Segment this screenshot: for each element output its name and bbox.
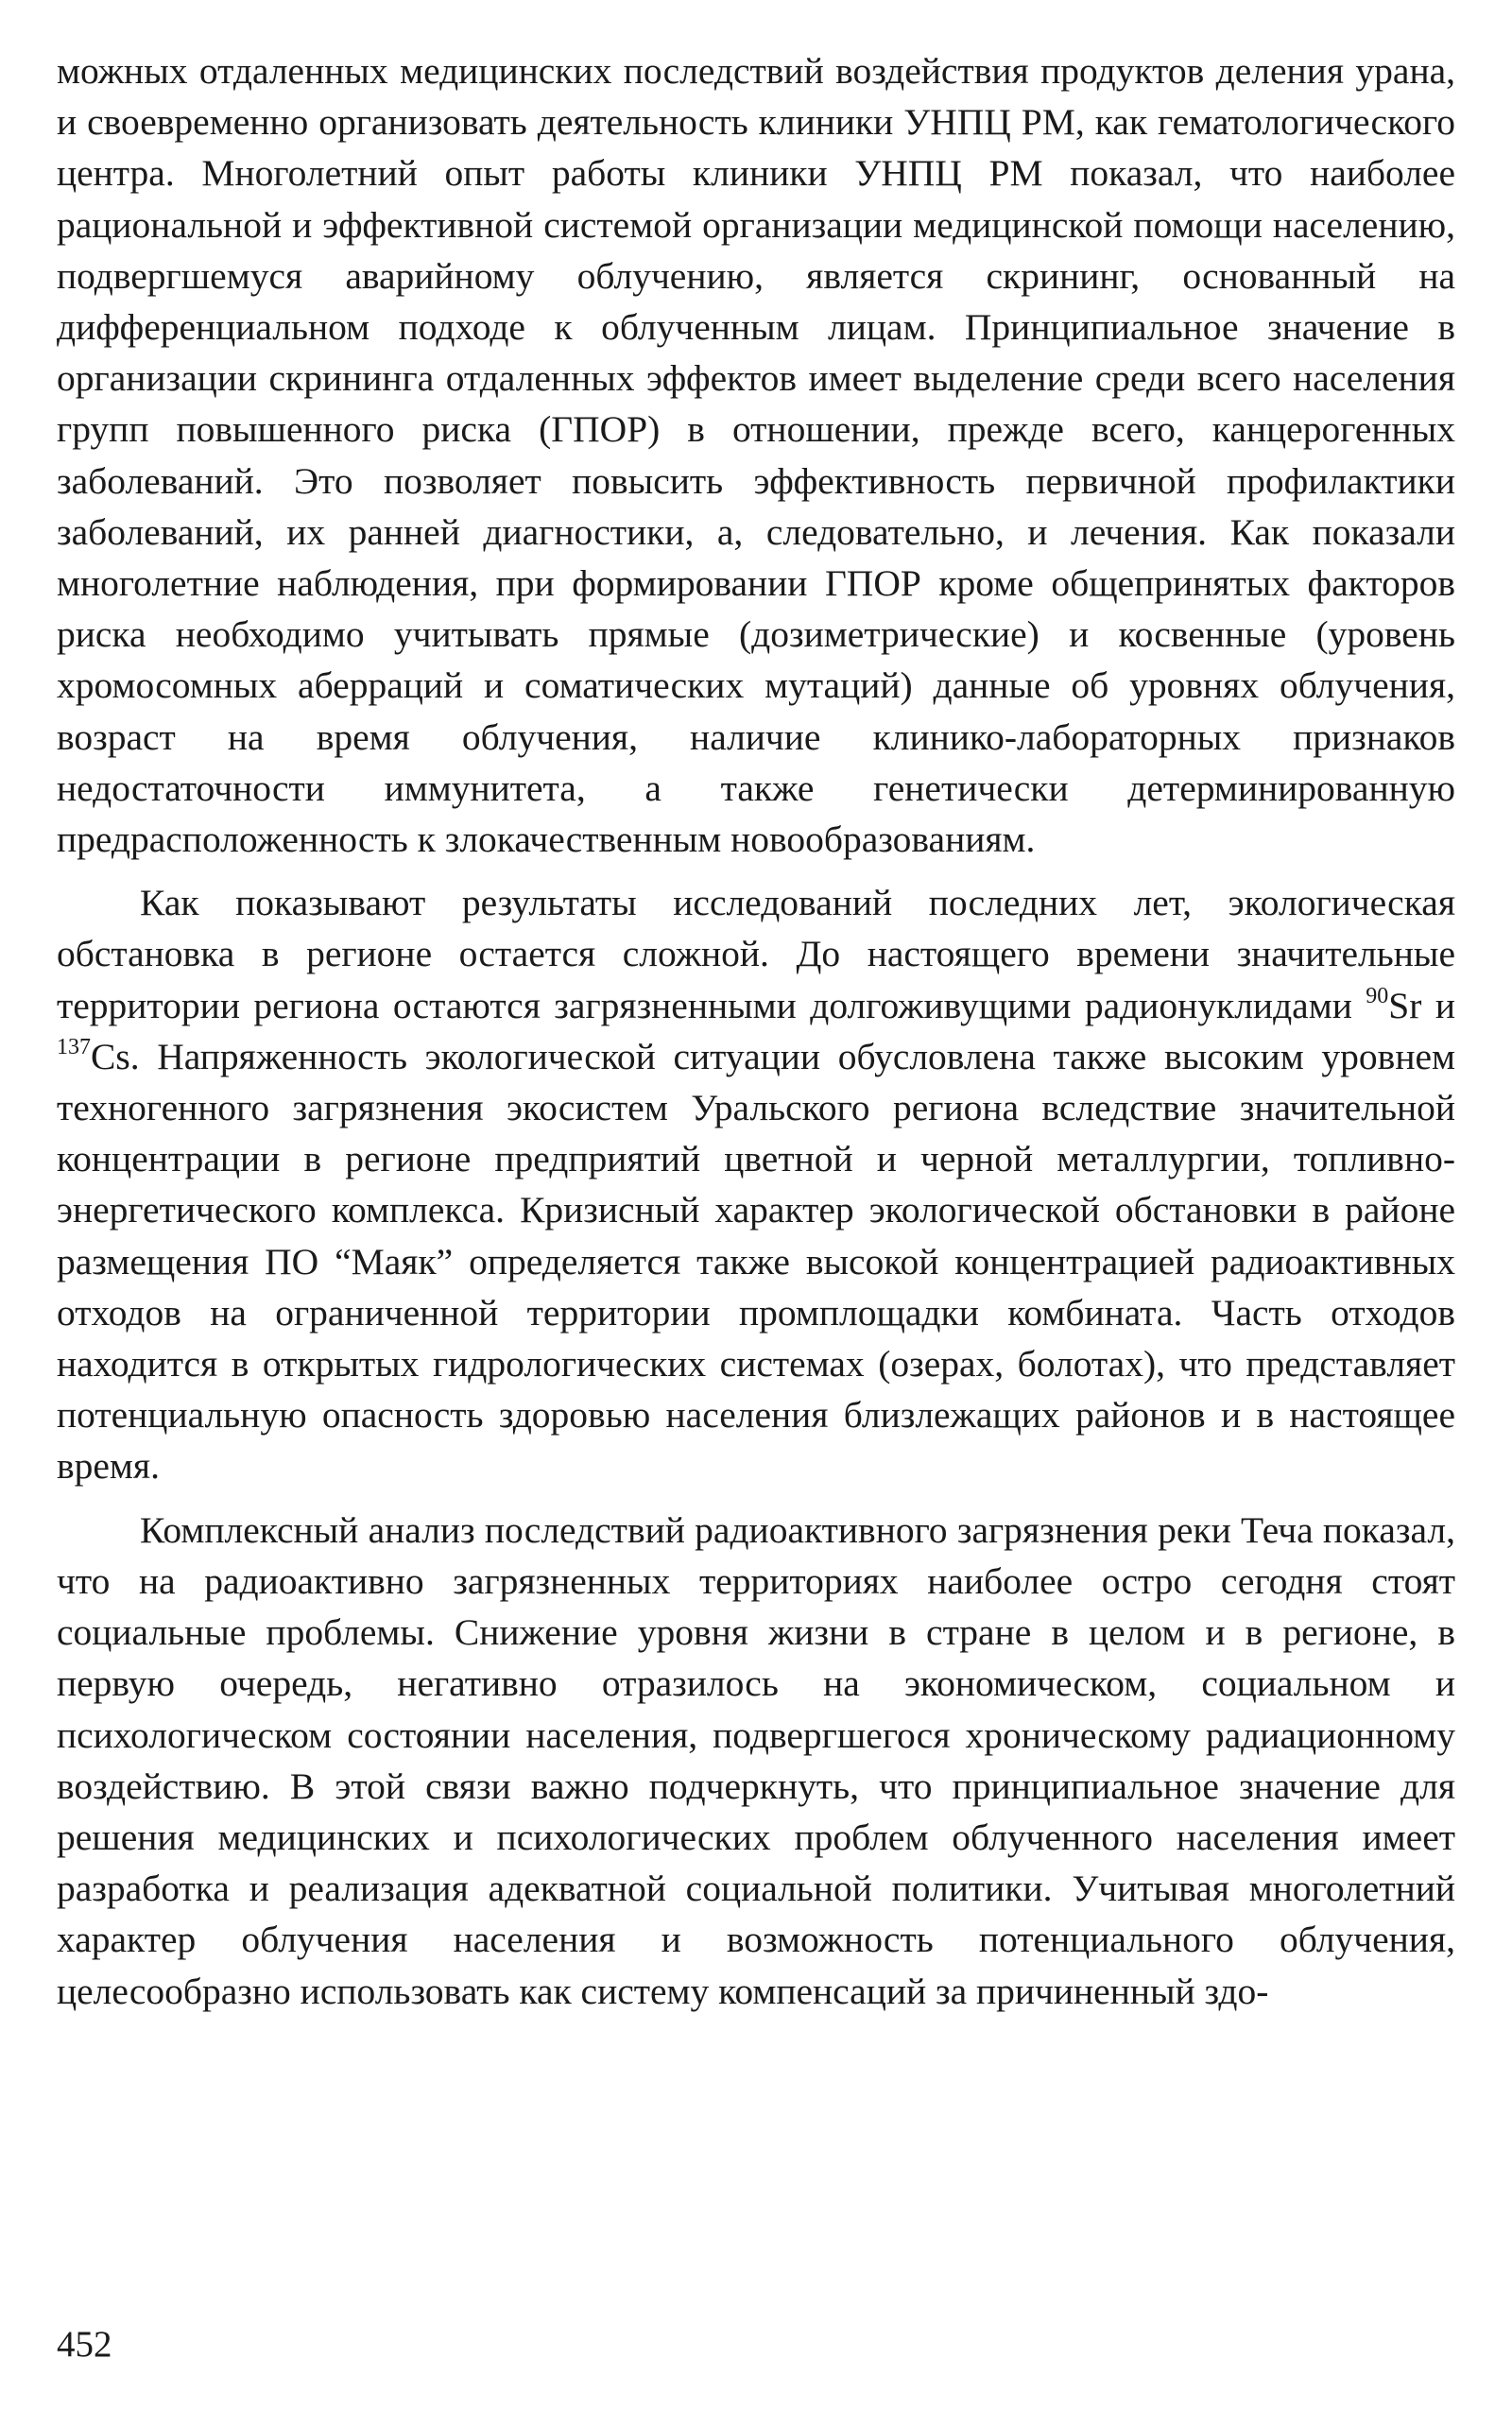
isotope-mass-sr: 90 [1366, 983, 1389, 1008]
document-page [57, 45, 1455, 2017]
paragraph-2-text-a: Как показывают результаты исследований последних лет, экологическая обстановка в регионе остается сложной. До настоящего времени значительные территории региона остаются загрязненными долгоживущими радионуклидами [57, 882, 1455, 1026]
paragraph-3 [57, 1505, 1455, 2017]
isotope-mass-cs: 137 [57, 1034, 91, 1059]
page-number: 452 [57, 2324, 112, 2365]
paragraph-1 [57, 45, 1455, 865]
paragraph-1-text: можных отдаленных медицинских последствий воздействия продуктов деления урана, и своевременно организовать деятельность клиники УНПЦ РМ, как гематологического центра. Многолетний опыт работы клиники УНПЦ РМ показал, что наиболее рациональной и эффективной системой организации медицинской помощи населению, подвергшемуся аварийному облучению, является скрининг, основанный на дифференциальном подходе к облученным лицам. Принципиальное значение в организации скрининга отдаленных эффектов имеет выделение среди всего населения групп повышенного риска (ГПОР) в отношении, прежде всего, канцерогенных заболеваний. Это позволяет повысить эффективность первичной профилактики заболеваний, их ранней диагностики, а, следовательно, и лечения. Как показали многолетние наблюдения, при формировании ГПОР кроме общепринятых факторов риска необходимо учитывать прямые (дозиметрические) и косвенные (уровень хромосомных аберраций и соматических мутаций) данные об уровнях облучения, возраст на время облучения, наличие клинико-лабораторных признаков недостаточности иммунитета, а также генетически детерминированную предрасположенность к злокачественным новообразованиям. [57, 50, 1455, 861]
paragraph-2-text-b: Sr и [1388, 984, 1455, 1026]
paragraph-3-text: Комплексный анализ последствий радиоактивного загрязнения реки Теча показал, что на радиоактивно загрязненных территориях наиболее остро сегодня стоят социальные проблемы. Снижение уровня жизни в стране в целом и в регионе, в первую очередь, негативно отразилось на экономическом, социальном и психологическом состоянии населения, подвергшегося хроническому радиационному воздействию. В этой связи важно подчеркнуть, что принципиальное значение для решения медицинских и психологических проблем облученного населения имеет разработка и реализация адекватной социальной политики. Учитывая многолетний характер облучения населения и возможность потенциального облучения, целесообразно использовать как систему компенсаций за причиненный здо- [57, 1508, 1455, 2012]
paragraph-2 [57, 877, 1455, 1491]
paragraph-2-text-c: Cs. Напряженность экологической ситуации обусловлена также высоким уровнем техногенного загрязнения экосистем Уральского региона вследствие значительной концентрации в регионе предприятий цветной и черной металлургии, топливно-энергетического комплекса. Кризисный характер экологической обстановки в районе размещения ПО “Маяк” определяется также высокой концентрацией радиоактивных отходов на ограниченной территории промплощадки комбината. Часть отходов находится в открытых гидрологических системах (озерах, болотах), что представляет потенциальную опасность здоровью населения близлежащих районов и в настоящее время. [57, 1035, 1455, 1488]
